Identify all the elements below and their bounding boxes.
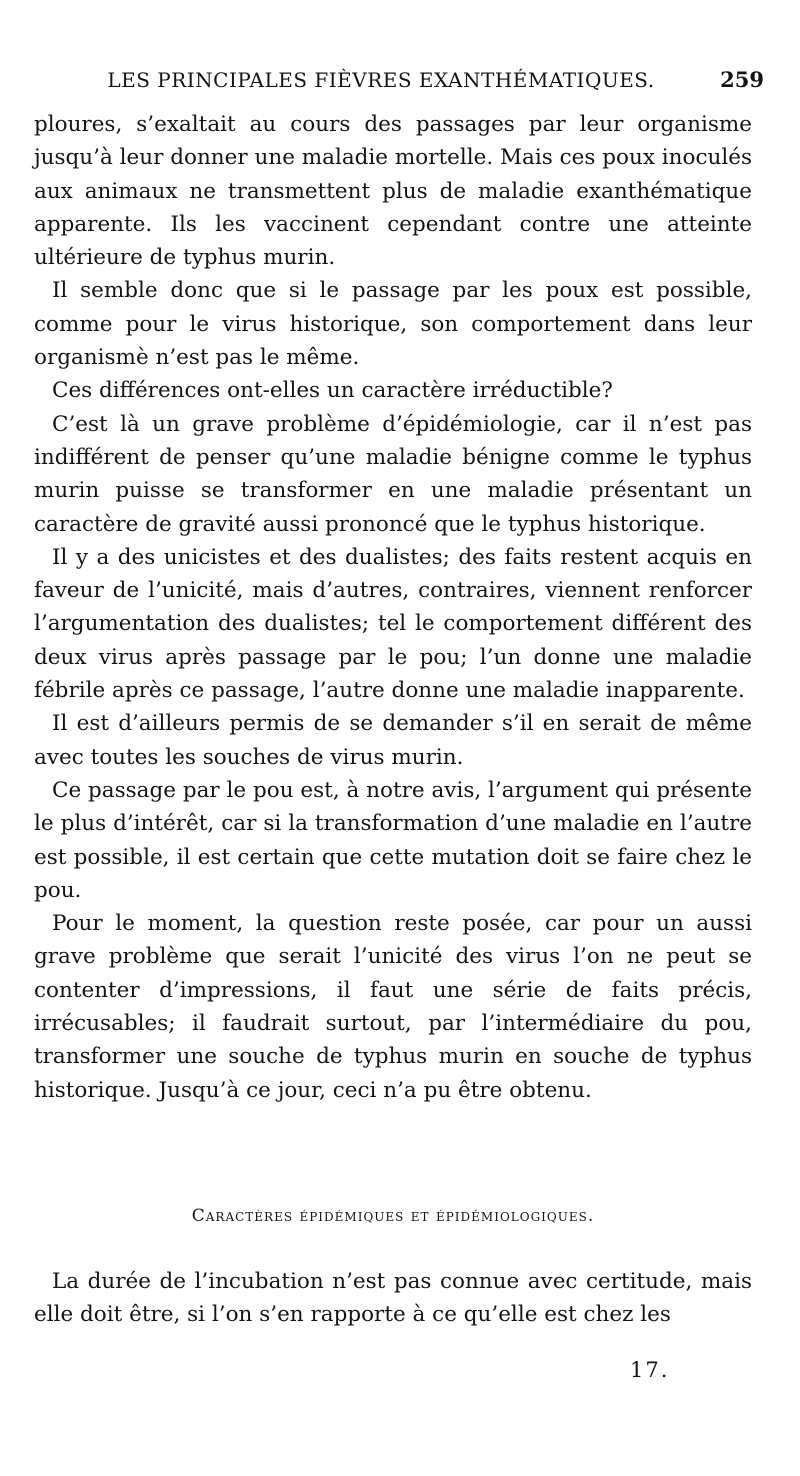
running-header (36, 62, 764, 98)
section-text (34, 1265, 752, 1332)
running-title: LES PRINCIPALES FIÈVRES EXANTHÉMATIQUES. (107, 68, 655, 92)
paragraph: Ces différences ont-elles un caractère irréductible? (52, 378, 613, 404)
paragraph: Pour le moment, la question reste posée, car pour un aussi grave problème que serait l’unicité des virus l’on ne peut se contenter d’impressions, il faut une série de faits précis, irrécusables; il faudrait surtout, par l’intermédiaire du pou, transformer une souche de typhus murin en souche de typhus historique. Jusqu’à ce jour, ceci n’a pu être obtenu. (34, 911, 752, 1103)
paragraph: Il est d’ailleurs permis de se demander s’il en serait de même avec toutes les souches de virus murin. (34, 711, 752, 770)
main-text (34, 108, 752, 1107)
signature-mark: 17. (630, 1358, 670, 1382)
paragraph: ploures, s’exaltait au cours des passages par leur organisme jusqu’à leur donner une maladie mortelle. Mais ces poux inoculés aux animaux ne transmettent plus de maladie exanthématique apparente. Ils les vaccinent cependant contre une atteinte ultérieure de typhus murin. (34, 112, 752, 271)
paragraph: Il y a des unicistes et des dualistes; des faits restent acquis en faveur de l’unicité, mais d’autres, contraires, viennent renforcer l’argumentation des dualistes; tel le comportement différent des deux virus après passage par le pou; l’un donne une maladie fébrile après ce passage, l’autre donne une maladie inapparente. (34, 544, 752, 704)
paragraph: La durée de l’incubation n’est pas connue avec certitude, mais elle doit être, si l’on s’en rapporte à ce qu’elle est chez les (34, 1269, 752, 1328)
section-heading: Caractères épidémiques et épidémiologiques. (191, 1206, 595, 1226)
paragraph: Ce passage par le pou est, à notre avis, l’argument qui présente le plus d’intérêt, car si la transformation d’une maladie en l’autre est possible, il est certain que cette mutation doit se faire chez le pou. (34, 777, 752, 903)
paragraph: C’est là un grave problème d’épidémiologie, car il n’est pas indifférent de penser qu’une maladie bénigne comme le typhus murin puisse se transformer en une maladie présentant un caractère de gravité aussi prononcé que le typhus historique. (34, 411, 752, 537)
paragraph: Il semble donc que si le passage par les poux est possible, comme pour le virus historique, son comportement dans leur organismè n’est pas le même. (34, 278, 752, 371)
page-number: 259 (720, 67, 764, 92)
